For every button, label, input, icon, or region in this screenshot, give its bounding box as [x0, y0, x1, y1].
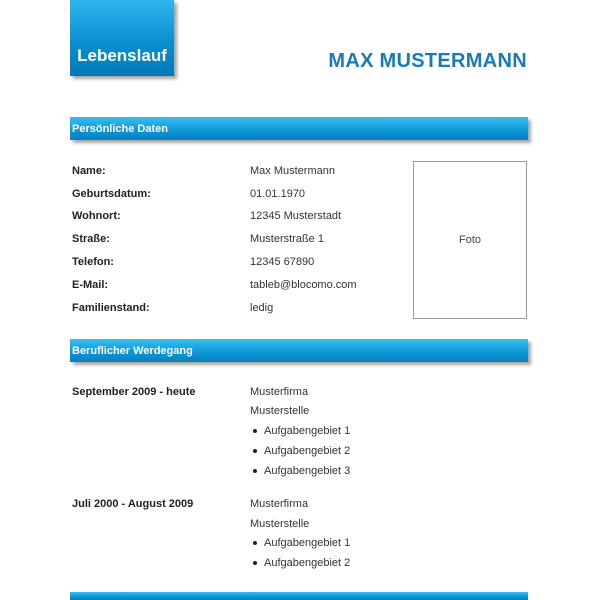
personal-value-city: 12345 Musterstadt [250, 210, 342, 222]
person-name-heading: MAX MUSTERMANN [328, 50, 527, 72]
job-company: Musterfirma [250, 498, 309, 510]
personal-label-name: Name: [72, 165, 106, 177]
bullet-icon [253, 541, 257, 545]
section-bar-next [70, 592, 528, 600]
job-task-item [250, 537, 350, 549]
job-position: Musterstelle [250, 518, 310, 530]
job-period: September 2009 - heute [72, 386, 196, 398]
personal-label-email: E-Mail: [72, 279, 109, 291]
personal-value-street: Musterstraße 1 [250, 233, 324, 245]
section-bar-personal [70, 117, 528, 140]
section-bar-career [70, 339, 528, 362]
job-task-text: Aufgabengebiet 3 [264, 465, 351, 477]
job-task-item [250, 445, 350, 457]
personal-value-email: tableb@blocomo.com [250, 279, 357, 291]
photo-label: Foto [458, 234, 481, 246]
job-task-item [250, 557, 350, 569]
personal-value-birthdate: 01.01.1970 [250, 188, 306, 200]
personal-value-name: Max Mustermann [250, 165, 335, 177]
personal-label-street: Straße: [72, 233, 110, 245]
personal-label-phone: Telefon: [72, 256, 114, 268]
cv-title-badge [70, 0, 174, 76]
personal-label-marital-status: Familienstand: [72, 302, 150, 314]
section-title-personal: Persönliche Daten [72, 122, 168, 135]
job-period: Juli 2000 - August 2009 [72, 498, 194, 510]
bullet-icon [253, 469, 257, 473]
job-position: Musterstelle [250, 405, 310, 417]
bullet-icon [253, 429, 257, 433]
cv-title-label: Lebenslauf [77, 46, 167, 65]
section-title-career: Beruflicher Werdegang [72, 344, 193, 357]
bullet-icon [253, 449, 257, 453]
personal-label-birthdate: Geburtsdatum: [72, 188, 151, 200]
bullet-icon [253, 561, 257, 565]
job-task-text: Aufgabengebiet 2 [264, 557, 351, 569]
job-task-text: Aufgabengebiet 1 [264, 537, 351, 549]
job-task-item [250, 425, 350, 437]
job-company: Musterfirma [250, 386, 309, 398]
personal-value-marital-status: ledig [250, 302, 274, 314]
photo-placeholder [413, 161, 527, 319]
job-task-text: Aufgabengebiet 1 [264, 425, 351, 437]
personal-label-city: Wohnort: [72, 210, 121, 222]
job-task-item [250, 465, 350, 477]
personal-value-phone: 12345 67890 [250, 256, 315, 268]
job-task-text: Aufgabengebiet 2 [264, 445, 351, 457]
